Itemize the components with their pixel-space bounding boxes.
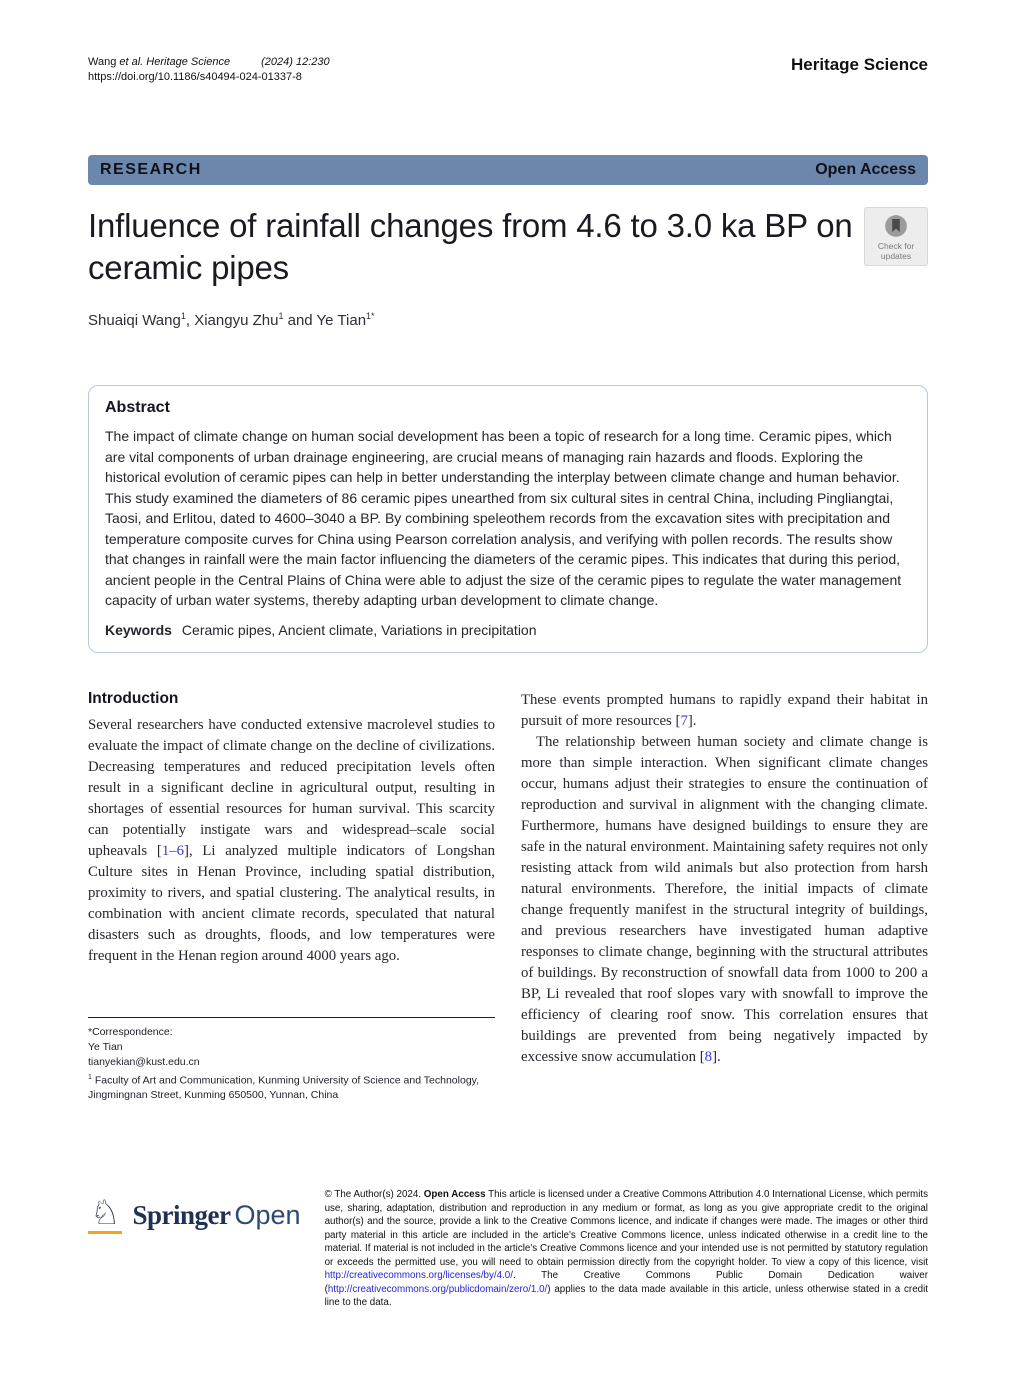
left-column — [88, 690, 495, 1104]
citation-block — [88, 55, 330, 85]
check-for-updates-badge[interactable] — [864, 207, 928, 266]
keywords-label: Keywords — [105, 621, 172, 638]
cc-by-license-link[interactable]: http://creativecommons.org/licenses/by/4.0/ — [324, 1270, 513, 1281]
citation-line — [88, 55, 330, 70]
footnote-divider — [88, 1017, 495, 1018]
abstract-text: The impact of climate change on human social development has been a topic of research for a long time. Ceramic pipes, which are vital components of urban drainage engineering, are crucial means of managing rain hazards and floods. Exploring the historical evolution of ceramic pipes can help in better understanding the interplay between climate change and human behavior. This study examined the diameters of 86 ceramic pipes unearthed from six cultural sites in central China, including Pingliangtai, Taosi, and Erlitou, dated to 4600–3040 a BP. By combining speleothem records from the excavation sites with precipitation and temperature composite curves for China using Pearson correlation analysis, and verifying with pollen records. The results show that changes in rainfall were the main factor influencing the diameters of the ceramic pipes. This indicates that during this period, ancient people in the Central Plains of China were able to adjust the size of the ceramic pipes to regulate the water management capacity of urban water systems, thereby adapting urban development to climate change. — [105, 428, 902, 608]
reference-link-8[interactable]: 8 — [704, 1048, 713, 1065]
citation-journal: et al. Heritage Science — [119, 56, 231, 68]
citation-author: Wang — [88, 56, 117, 68]
affiliation-sup: 1 — [88, 1073, 92, 1081]
reference-link-1-6[interactable]: 1–6 — [161, 842, 185, 859]
author-3: Ye Tian — [316, 312, 367, 329]
correspondence-label: *Correspondence: — [88, 1025, 173, 1038]
article-type-banner — [88, 155, 928, 185]
doi-link[interactable]: https://doi.org/10.1186/s40494-024-01337-8 — [88, 71, 302, 83]
title-block — [88, 205, 928, 289]
right-column — [521, 690, 928, 1104]
running-header — [88, 55, 928, 85]
open-access-bold: Open Access — [423, 1189, 486, 1200]
body-paragraph-2: The relationship between human society and climate change is more than simple interaction. When significant climate changes occur, humans adjust their strategies to ensure the continuation of reproduction and survival in alignment with the changing climate. Furthermore, humans have designed buildings to ensure they are safe in the natural environment. Maintaining safety requires not only resisting attack from wild animals but also protection from harsh natural environments. Therefore, the initial impacts of climate change frequently manifest in the structural integrity of buildings, and previous researchers have investigated human adaptive responses to climate change, beginning with the structural attributes of buildings. By reconstruction of snowfall data from 1000 to 200 a BP, Li revealed that roof slopes vary with snowfall to improve the efficiency of clearing roof snow. This correlation ensures that buildings are prevented from being negatively impacted by excessive snow accumulation [8]. — [521, 733, 928, 1065]
correspondence-block — [88, 1025, 495, 1104]
keywords-text: Ceramic pipes, Ancient climate, Variations in precipitation — [181, 621, 537, 638]
abstract-box — [88, 385, 928, 653]
correspondence-name: Ye Tian — [88, 1040, 123, 1053]
citation-issue: (2024) 12:230 — [261, 56, 330, 68]
page-footer — [88, 1188, 928, 1310]
springer-knight-icon: ♘ — [90, 1194, 121, 1232]
author-1: Shuaiqi Wang — [88, 312, 181, 329]
open-access-label: Open Access — [815, 161, 916, 178]
abstract-heading: Abstract — [105, 399, 170, 416]
cc-zero-license-link[interactable]: http://creativecommons.org/publicdomain/zero/1.0/ — [327, 1283, 548, 1295]
reference-link-7[interactable]: 7 — [680, 712, 688, 729]
logo-springer-text: Springer — [132, 1199, 231, 1230]
author-1-affiliation-sup: 1 — [180, 311, 186, 321]
logo-open-text: Open — [234, 1199, 301, 1230]
author-line: Shuaiqi Wang$^1$, Xiangyu Zhu$^1$ and Ye Tian$^{1*}$ — [88, 311, 375, 329]
author-2-affiliation-sup: 1 — [278, 311, 284, 321]
author-2: Xiangyu Zhu — [194, 312, 279, 329]
springer-open-logo — [88, 1196, 301, 1234]
journal-name: Heritage Science — [790, 55, 928, 74]
page-title: Influence of rainfall changes from 4.6 to 3.0 ka BP on ceramic pipes — [88, 207, 853, 286]
body-paragraph-1: These events prompted humans to rapidly expand their habitat in pursuit of more resources [7]. — [521, 691, 928, 729]
keywords-line — [105, 622, 911, 638]
author-3-affiliation-sup: 1* — [366, 311, 375, 321]
crossmark-icon — [883, 213, 909, 239]
research-label: RESEARCH — [100, 161, 202, 178]
check-badge-label: Check for updates — [877, 241, 915, 261]
license-text: © The Author(s) 2024. Open Access This article is licensed under a Creative Commons Attribution 4.0 International License, which permits use, sharing, adaptation, distribution and reproduction in any medium or format, as long as you give appropriate credit to the original author(s) and the source, provide a link to the Creative Commons licence, and indicate if changes were made. The images or other third party material in this article are included in the article's Creative Commons licence, unless indicated otherwise in a credit line to the material. If material is not included in the article's Creative Commons licence and your intended use is not permitted by statutory regulation or exceeds the permitted use, you will need to obtain permission directly from the copyright holder. To view a copy of this licence, visit http://creativecommons.org/licenses/by/4.0/. The Creative Commons Public Domain Dedication waiver (http://creativecommons.org/publicdomain/zero/1.0/) applies to the data made available in this article, unless otherwise stated in a credit line to the data. — [324, 1189, 928, 1308]
correspondence-email[interactable]: tianyekian@kust.edu.cn — [88, 1055, 200, 1068]
introduction-paragraph: Several researchers have conducted extensive macrolevel studies to evaluate the impact of climate change on the decline of civilizations. Decreasing temperatures and reduced precipitation levels often result in a significant decline in agricultural output, resulting in shortages of essential resources for human survival. This scarcity can potentially instigate wars and widespread–scale social upheavals [1–6], Li analyzed multiple indicators of Longshan Culture sites in Henan Province, including spatial distribution, proximity to rivers, and spatial clustering. The analytical results, in combination with ancient climate records, speculated that natural disasters such as droughts, floods, and low temperatures were frequent in the Henan region around 4000 years ago. — [88, 716, 495, 964]
introduction-heading: Introduction — [88, 689, 179, 707]
body-columns — [88, 690, 928, 1104]
affiliation-line: $^1$ Faculty of Art and Communication, Kunming University of Science and Technology, Jingmingnan Street, Kunming 650500, Yunnan, China — [88, 1073, 480, 1101]
logo-wordmark — [132, 1200, 300, 1231]
